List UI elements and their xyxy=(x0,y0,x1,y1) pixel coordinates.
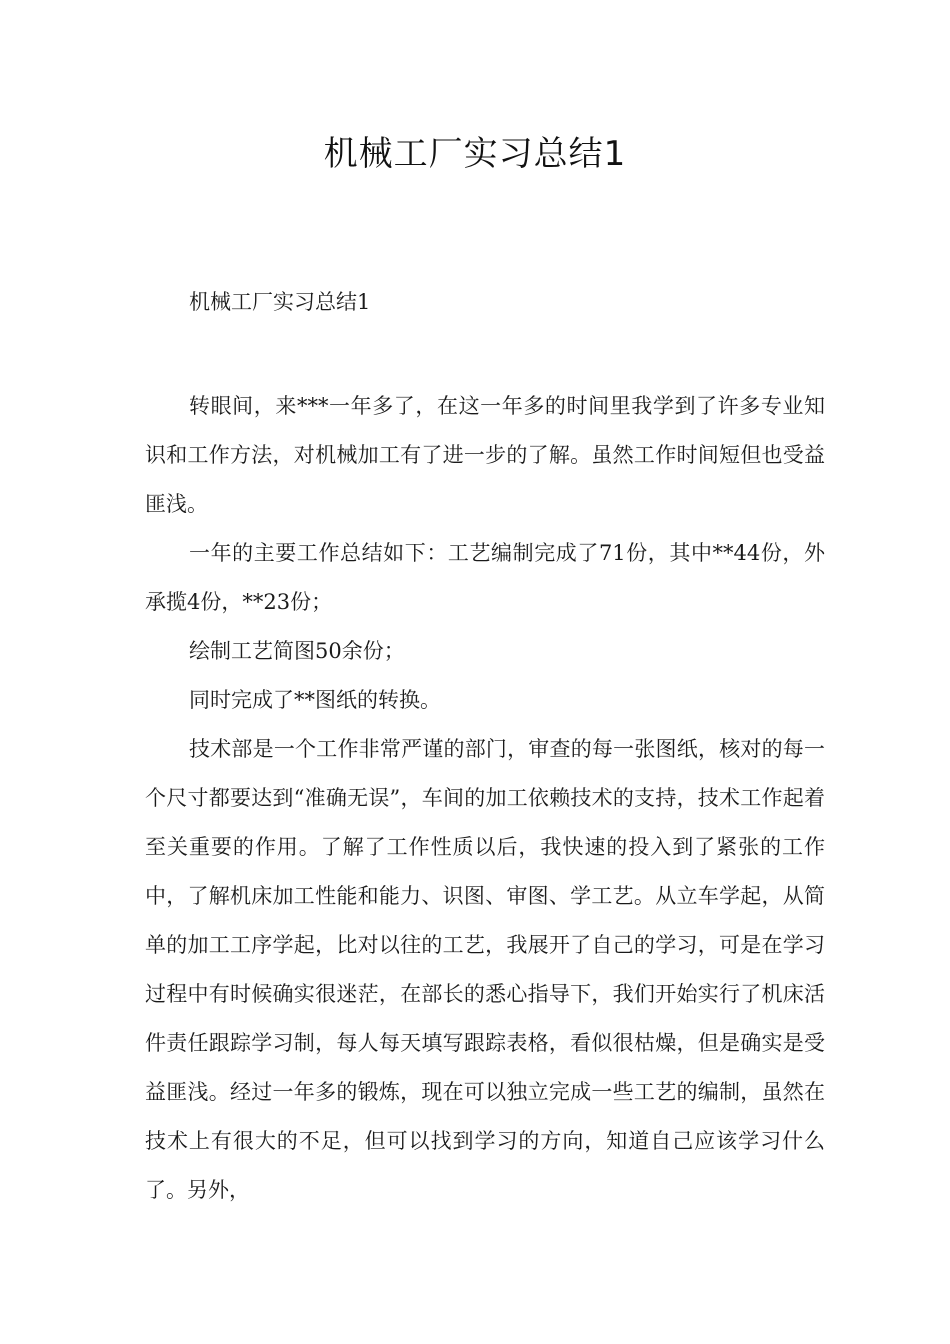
document-title: 机械工厂实习总结1 xyxy=(323,134,627,174)
document-subtitle: 机械工厂实习总结1 xyxy=(189,290,371,314)
paragraph: 技术部是一个工作非常严谨的部门，审查的每一张图纸，核对的每一个尺寸都要达到“准确无误”，车间的加工依赖技术的支持，技术工作起着至关重要的作用。了解了工作性质以后，我快速的投入到了紧张的工作中，了解机床加工性能和能力、识图、审图、学工艺。从立车学起，从简单的加工工序学起，比对以往的工艺，我展开了自己的学习，可是在学习过程中有时候确实很迷茫，在部长的悉心指导下，我们开始实行了机床活件责任跟踪学习制，每人每天填写跟踪表格，看似很枯燥，但是确实是受益匪浅。经过一年多的锻炼，现在可以独立完成一些工艺的编制，虽然在技术上有很大的不足，但可以找到学习的方向，知道自己应该学习什么了。另外， xyxy=(145,737,825,1202)
paragraph: 绘制工艺简图50余份； xyxy=(189,639,405,663)
paragraph: 一年的主要工作总结如下：工艺编制完成了71份，其中**44份，外承揽4份，**23份； xyxy=(145,541,825,614)
document-body xyxy=(145,382,825,1215)
paragraph: 同时完成了**图纸的转换。 xyxy=(189,688,441,712)
paragraph: 转眼间，来***一年多了，在这一年多的时间里我学到了许多专业知识和工作方法，对机械加工有了进一步的了解。虽然工作时间短但也受益匪浅。 xyxy=(145,394,825,516)
